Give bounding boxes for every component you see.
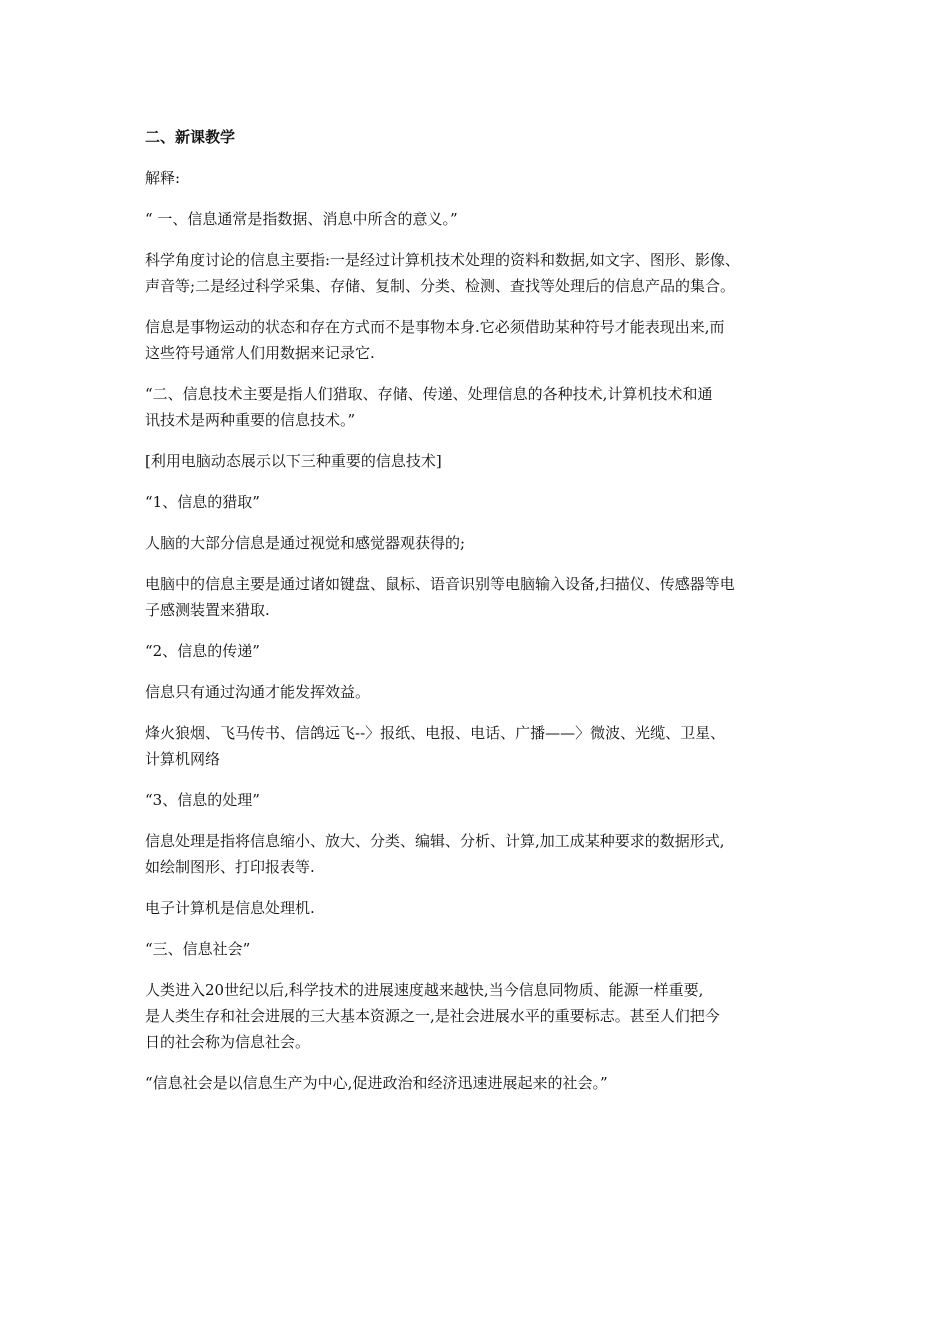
paragraph-communication (145, 679, 835, 705)
paragraph-line: “ 一、信息通常是指数据、消息中所含的意义。” (145, 210, 458, 228)
paragraph-line: 烽火狼烟、飞马传书、信鸽远飞--〉报纸、电报、电话、广播——〉微波、光缆、卫星、 (145, 724, 726, 742)
paragraph-subheading-acquisition (145, 489, 835, 515)
paragraph-info-nature (145, 314, 835, 366)
paragraph-line: [利用电脑动态展示以下三种重要的信息技术] (145, 452, 442, 470)
paragraph-line: 电脑中的信息主要是通过诸如键盘、鼠标、语音识别等电脑输入设备,扫描仪、传感器等电 (145, 575, 735, 593)
paragraph-definition-2 (145, 381, 835, 433)
paragraph-computer-processor (145, 895, 835, 921)
paragraph-processing-definition (145, 828, 835, 880)
paragraph-society-definition (145, 1070, 835, 1096)
paragraph-transmission-history (145, 720, 835, 772)
paragraph-line: 电子计算机是信息处理机. (145, 899, 315, 917)
paragraph-computer-input (145, 571, 835, 623)
paragraph-human-brain (145, 530, 835, 556)
paragraph-subheading-processing (145, 787, 835, 813)
paragraph-line: “3、信息的处理” (145, 791, 260, 809)
paragraph-line: 这些符号通常人们用数据来记录它. (145, 344, 375, 362)
paragraph-line: 信息处理是指将信息缩小、放大、分类、编辑、分析、计算,加工成某种要求的数据形式, (145, 832, 725, 850)
paragraph-line: 如绘制图形、打印报表等. (145, 858, 315, 876)
paragraph-demo-note (145, 448, 835, 474)
paragraph-line: 信息只有通过沟通才能发挥效益。 (145, 683, 371, 701)
paragraph-line: 声音等;二是经过科学采集、存储、复制、分类、检测、查找等处理后的信息产品的集合。 (145, 277, 736, 295)
document-body (145, 124, 835, 1111)
paragraph-line: 解释: (145, 169, 181, 187)
paragraph-line: 讯技术是两种重要的信息技术。” (145, 411, 356, 429)
paragraph-line: 人脑的大部分信息是通过视觉和感觉器观获得的; (145, 534, 466, 552)
paragraph-line: 是人类生存和社会进展的三大基本资源之一,是社会进展水平的重要标志。甚至人们把今 (145, 1007, 720, 1025)
paragraph-twentieth-century (145, 977, 835, 1055)
paragraph-subheading-society (145, 936, 835, 962)
paragraph-line: 科学角度讨论的信息主要指:一是经过计算机技术处理的资料和数据,如文字、图形、影像、 (145, 251, 740, 269)
paragraph-line: 信息是事物运动的状态和存在方式而不是事物本身.它必须借助某种符号才能表现出来,而 (145, 318, 725, 336)
paragraph-definition-1 (145, 206, 835, 232)
paragraph-line: “2、信息的传递” (145, 642, 260, 660)
paragraph-line: 日的社会称为信息社会。 (145, 1033, 311, 1051)
paragraph-line: 子感测装置来猎取. (145, 601, 270, 619)
paragraph-line: “二、信息技术主要是指人们猎取、存储、传递、处理信息的各种技术,计算机技术和通 (145, 385, 713, 403)
section-heading: 二、新课教学 (145, 128, 236, 146)
paragraph-line: “信息社会是以信息生产为中心,促进政治和经济迅速进展起来的社会。” (145, 1074, 608, 1092)
paragraph-scientific-info (145, 247, 835, 299)
paragraph-line: “三、信息社会” (145, 940, 251, 958)
paragraph-subheading-transmission (145, 638, 835, 664)
paragraph-line: 计算机网络 (145, 750, 221, 768)
paragraph-explanation-label (145, 165, 835, 191)
paragraph-line: “1、信息的猎取” (145, 493, 260, 511)
paragraph-line: 人类进入20世纪以后,科学技术的进展速度越来越快,当今信息同物质、能源一样重要, (145, 981, 704, 999)
